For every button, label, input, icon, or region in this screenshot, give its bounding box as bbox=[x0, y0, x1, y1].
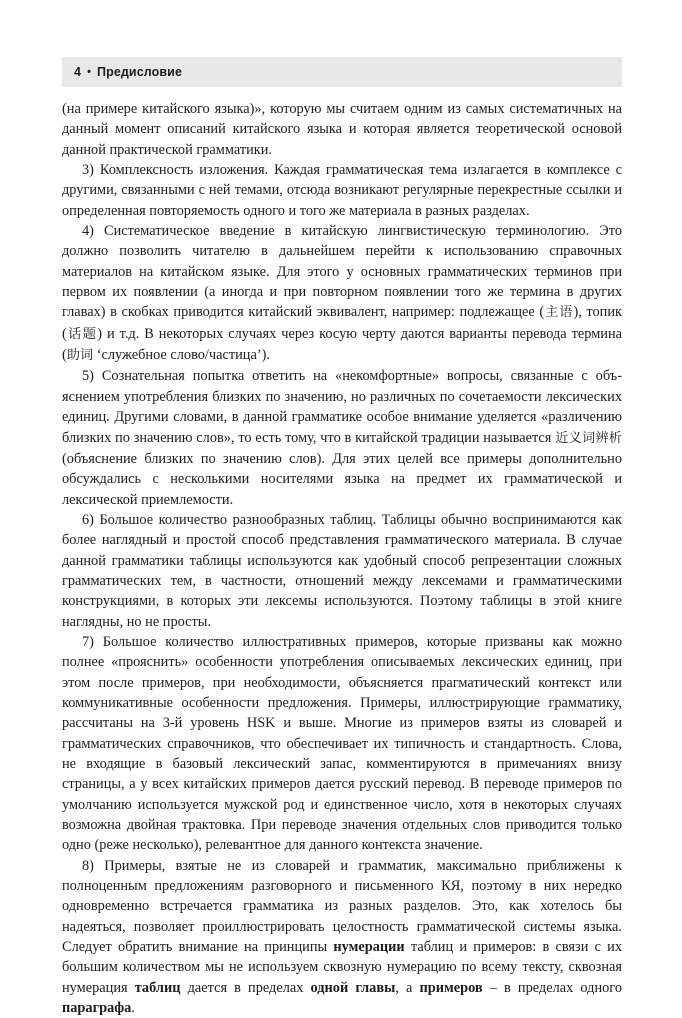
paragraph-item-8 bbox=[62, 856, 622, 1018]
cjk-term-zhuci: 助词 bbox=[66, 348, 94, 364]
p8-text-b: таблиц и примеров: в связи с их большим количеством мы не используем сквозную нумерацию по всему тексту, сквозная нумерация bbox=[62, 939, 622, 996]
p8-text-a: 8) Примеры, взятые не из словарей и грамматик, максимально приближены к полноценным предложениям разговорного и письменного КЯ, поэтому в них нередко одновременно встречается грамматика из разных разделов. Это, как хотелось бы надеяться, позволяет проиллюстрировать целостность грамматической системы языка. Следует обратить внимание на принципы bbox=[62, 857, 622, 956]
running-head bbox=[62, 57, 622, 87]
p5-text-a: 5) Сознательная попытка ответить на «некомфортные» вопросы, связанные с объяснением употребления близких по значению, но различных по сочетаемости лексических единиц. Другими словами, в данной грамматике особое внимание уделяется «различению близких по значению слов», то есть тому, что в китайской традиции называется bbox=[62, 368, 622, 446]
paragraph-item-6: 6) Большое количество разнообразных таблиц. Таблицы обычно воспринимаются как более наглядный и простой способ представления грамматического материала. В случае данной грамматики таблицы используются как удобный способ репрезентации сложных грамматических тем, в частности, отношений между лексемами и грамматическими конструкциями, в которых эти лексемы используются. Поэтому таблицы в этой книге наглядны, но не просты. bbox=[62, 511, 622, 630]
p4-text-d: ‘служебное слово/частица’). bbox=[93, 347, 270, 364]
cjk-term-huati: 话题 bbox=[66, 326, 98, 342]
cjk-term-jinyici-bianxi: 近义词辨析 bbox=[555, 430, 622, 446]
p8-text-c: дается в пределах bbox=[180, 979, 311, 996]
paragraph-item-5 bbox=[62, 366, 622, 509]
cjk-term-zhuyu: 主语 bbox=[544, 305, 574, 321]
running-head-inner bbox=[62, 65, 182, 79]
p4-text-c: ) и т.д. В некоторых случаях через косую черту даются варианты перевода термина ( bbox=[62, 325, 623, 364]
paragraph-item-7: 7) Большое количество иллюстративных примеров, которые призваны как можно полнее «прояснить» особенности употребления описываемых лексических единиц, при этом после примеров, при необходимости, объясняется прагматический контекст или коммуникативные особенности предложения. Примеры, иллюстрирующие грамматику, рассчитаны на 3-й уровень HSK и выше. Многие из примеров взяты из словарей и грамматических справочников, что обеспечивает их типичность и стандартность. Слова, не входящие в базовый лексический запас, комментируются в примечаниях внизу страницы, а у всех китайских примеров дается русский перевод. В переводе примеров по умолчанию используется мужской род и единственное число, хотя в некоторых случаях возможна двойная трактовка. При переводе значения отдельных слов приводится только одно (реже несколько), релевантное для данного контекста значение. bbox=[62, 633, 622, 854]
paragraph-item-3: 3) Комплексность изложения. Каждая грамматическая тема излагается в комплексе с другими, связанными с ней темами, отсюда возникают регулярные перекрестные ссылки и определенная повторяемость одного и того же материала в разных разделах. bbox=[62, 162, 622, 219]
paragraph-continuation: (на примере китайского языка)», которую мы считаем одним из самых систематичных на данный момент описаний китайского языка и которая является теоретической основой данной практической грамматики. bbox=[62, 101, 622, 158]
p4-text-b: ), топик ( bbox=[62, 304, 622, 342]
p8-text-f: . bbox=[131, 1000, 135, 1017]
bold-term-tablic: таблиц bbox=[134, 979, 181, 996]
bold-term-paragrafa: параграфа bbox=[62, 1000, 132, 1017]
p8-text-e: – в пределах одного bbox=[482, 979, 623, 996]
p8-text-d: , а bbox=[395, 979, 420, 996]
bullet-separator-icon: • bbox=[87, 66, 92, 78]
chapter-title: Предисловие bbox=[97, 65, 182, 79]
bold-term-odnoy-glavy: одной главы bbox=[310, 979, 396, 996]
body-text-column bbox=[62, 99, 622, 1018]
paragraph-item-4 bbox=[62, 221, 622, 366]
p5-text-b: (объяснение близких по значению слов). Для этих целей все примеры дополнительно обсуждались с несколькими носителями языка на предмет их грамматической и лексической приемлемости. bbox=[62, 450, 622, 508]
page-number: 4 bbox=[74, 65, 82, 79]
bold-term-primerov: примеров bbox=[419, 979, 483, 996]
bold-term-numeracii: нумерации bbox=[333, 939, 405, 956]
p4-text-a: 4) Систематическое введение в китайскую лингвистическую терминологию. Это должно позволить читателю в дальнейшем перейти к использованию справочных материалов на китайском языке. Для этого у основных грамматических терминов при первом их появлении (а иногда и при повторном появлении того же термина в других главах) в скобках приводится китайский эквивалент, например: подлежащее ( bbox=[62, 223, 622, 321]
